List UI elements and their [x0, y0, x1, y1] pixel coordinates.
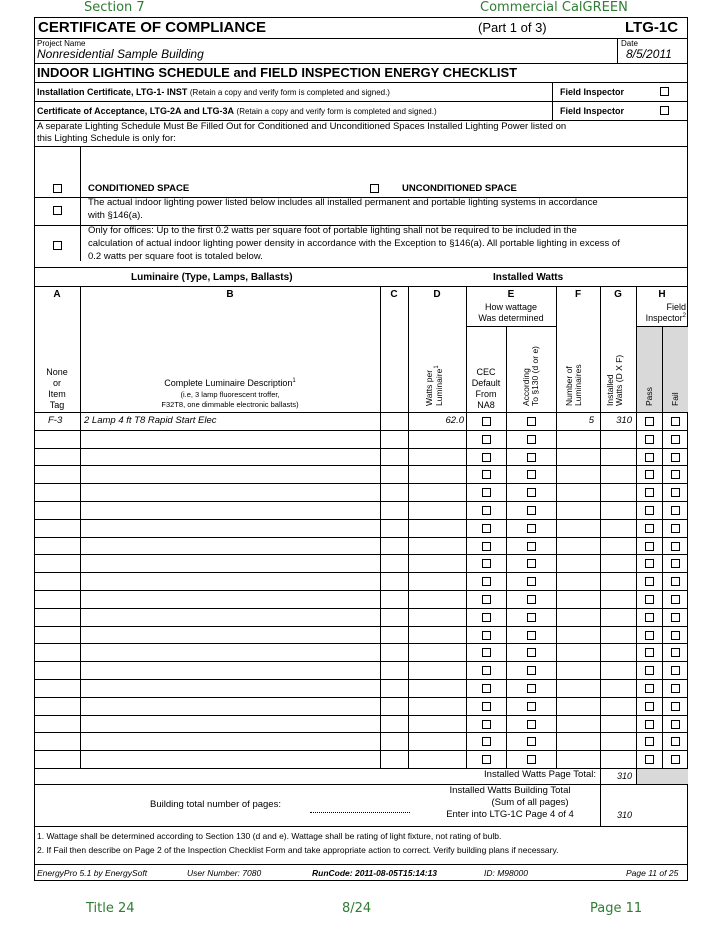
fail-checkbox[interactable]	[671, 595, 680, 604]
row1-watts: 62.0	[445, 415, 464, 426]
according-checkbox[interactable]	[527, 702, 536, 711]
option2-line-2: with §146(a).	[88, 210, 143, 221]
according-checkbox[interactable]	[527, 666, 536, 675]
unconditioned-checkbox[interactable]	[370, 184, 379, 193]
cec-checkbox[interactable]	[482, 559, 491, 568]
pass-checkbox[interactable]	[645, 666, 654, 675]
pass-checkbox[interactable]	[645, 435, 654, 444]
pass-checkbox[interactable]	[645, 559, 654, 568]
software-page: Page 11 of 25	[626, 868, 679, 878]
according-checkbox[interactable]	[527, 559, 536, 568]
h-header-1: Field	[666, 302, 686, 312]
b-header-sub-2: F32T8, one dimmable electronic ballasts)	[161, 400, 299, 409]
fail-checkbox[interactable]	[671, 737, 680, 746]
pages-label: Building total number of pages:	[150, 799, 281, 810]
fail-checkbox[interactable]	[671, 720, 680, 729]
according-checkbox[interactable]	[527, 737, 536, 746]
pass-checkbox[interactable]	[645, 488, 654, 497]
according-checkbox[interactable]	[527, 755, 536, 764]
accept-cert-checkbox[interactable]	[660, 106, 669, 115]
software-id: ID: M98000	[484, 868, 528, 878]
program-label: Commercial CalGREEN	[480, 0, 628, 15]
pass-checkbox[interactable]	[645, 684, 654, 693]
project-name: Nonresidential Sample Building	[37, 47, 204, 61]
cec-checkbox[interactable]	[482, 470, 491, 479]
certificate-title: CERTIFICATE OF COMPLIANCE	[38, 19, 267, 36]
row1-count: 5	[588, 415, 594, 426]
col-c-letter: C	[390, 289, 398, 300]
building-total-value: 310	[617, 810, 633, 820]
cec-checkbox[interactable]	[482, 488, 491, 497]
software-name: EnergyPro 5.1 by EnergySoft	[37, 868, 148, 878]
fail-checkbox[interactable]	[671, 435, 680, 444]
cec-checkbox[interactable]	[482, 542, 491, 551]
conditioned-checkbox[interactable]	[53, 184, 62, 193]
according-checkbox[interactable]	[527, 542, 536, 551]
h-header-2: Inspector$^2$	[645, 313, 686, 323]
cec-checkbox[interactable]	[482, 435, 491, 444]
fail-checkbox[interactable]	[671, 613, 680, 622]
pass-checkbox[interactable]	[645, 613, 654, 622]
cec-checkbox[interactable]	[482, 506, 491, 515]
footnote-1: 1. Wattage shall be determined according to Section 130 (d and e). Wattage shall be rating of light fixture, not rating of bulb.	[37, 831, 502, 841]
fail-checkbox[interactable]	[671, 470, 680, 479]
pass-checkbox[interactable]	[645, 577, 654, 586]
option3-line-2: calculation of actual indoor lighting power density in accordance with the Exception to §146(a). All portable lighting in excess of	[88, 238, 620, 249]
cec-checkbox[interactable]	[482, 666, 491, 675]
pass-checkbox[interactable]	[645, 648, 654, 657]
fail-checkbox[interactable]	[671, 755, 680, 764]
fail-checkbox[interactable]	[671, 684, 680, 693]
run-code: RunCode: 2011-08-05T15:14:13	[312, 868, 438, 878]
cec-checkbox[interactable]	[482, 737, 491, 746]
option3-checkbox[interactable]	[53, 241, 62, 250]
cec-checkbox[interactable]	[482, 702, 491, 711]
pass-checkbox[interactable]	[645, 595, 654, 604]
pass-checkbox[interactable]	[645, 542, 654, 551]
according-checkbox[interactable]	[527, 648, 536, 657]
e-header-1: How wattage	[484, 302, 538, 312]
luminaire-group-header: Luminaire (Type, Lamps, Ballasts)	[131, 272, 293, 283]
pass-checkbox[interactable]	[645, 453, 654, 462]
fail-checkbox[interactable]	[671, 506, 680, 515]
field-inspector-label-1: Field Inspector	[560, 87, 625, 97]
col-f-letter: F	[574, 289, 582, 300]
fail-header: Fail	[670, 392, 680, 406]
according-header: According To §130 (d or e)	[521, 345, 541, 406]
install-cert: Installation Certificate, LTG-1- INST (Retain a copy and verify form is completed and signed.)	[37, 87, 390, 97]
row1-description: 2 Lamp 4 ft T8 Rapid Start Elec	[84, 415, 217, 426]
pass-checkbox[interactable]	[645, 720, 654, 729]
cec-checkbox[interactable]	[482, 684, 491, 693]
fail-checkbox[interactable]	[671, 524, 680, 533]
footer-center: 8/24	[342, 901, 372, 916]
according-checkbox[interactable]	[527, 577, 536, 586]
according-checkbox[interactable]	[527, 435, 536, 444]
fail-checkbox[interactable]	[671, 488, 680, 497]
footer-right: Page 11	[590, 901, 643, 916]
user-number: User Number: 7080	[187, 868, 262, 878]
according-checkbox[interactable]	[527, 631, 536, 640]
form-id: LTG-1C	[625, 19, 679, 36]
cec-checkbox[interactable]	[482, 577, 491, 586]
field-inspector-label-2: Field Inspector	[560, 106, 625, 116]
page-total-value: 310	[617, 771, 633, 781]
according-checkbox[interactable]	[527, 684, 536, 693]
cec-checkbox[interactable]	[482, 595, 491, 604]
fail-checkbox[interactable]	[671, 702, 680, 711]
building-total-label: Installed Watts Building Total (Sum of all pages) Enter into LTG-1C Page 4 of 4	[446, 785, 574, 820]
according-checkbox[interactable]	[527, 613, 536, 622]
part-label: (Part 1 of 3)	[478, 20, 547, 35]
option2-line-1: The actual indoor lighting power listed below includes all installed permanent and portable lighting systems in accordance	[88, 197, 598, 208]
pass-checkbox[interactable]	[645, 631, 654, 640]
option3-line-3: 0.2 watts per square foot is totaled below.	[88, 251, 263, 262]
d-header: Watts per Luminaire$^1$	[424, 365, 445, 406]
fail-checkbox[interactable]	[671, 666, 680, 675]
according-checkbox[interactable]	[527, 470, 536, 479]
cec-checkbox[interactable]	[482, 524, 491, 533]
according-checkbox[interactable]	[527, 453, 536, 462]
cec-header: CEC Default From NA8	[471, 367, 501, 410]
a-header: None or Item Tag	[46, 367, 68, 410]
notice-line-2: this Lighting Schedule is only for:	[37, 133, 176, 144]
col-h-letter: H	[658, 289, 666, 300]
col-a-letter: A	[53, 289, 61, 300]
fail-checkbox[interactable]	[671, 631, 680, 640]
date-label: Date	[621, 39, 638, 48]
cec-checkbox[interactable]	[482, 720, 491, 729]
footnote-2: 2. If Fail then describe on Page 2 of the Inspection Checklist Form and take appropriate action to correct. Verify building plans if necessary.	[37, 845, 559, 855]
footer-left: Title 24	[86, 901, 135, 916]
fail-checkbox[interactable]	[671, 542, 680, 551]
according-checkbox[interactable]	[527, 488, 536, 497]
fail-checkbox[interactable]	[671, 417, 680, 426]
option2-checkbox[interactable]	[53, 206, 62, 215]
according-checkbox[interactable]	[527, 720, 536, 729]
option3-line-1: Only for offices: Up to the first 0.2 watts per square foot of portable lighting shall not be required to be included in the	[88, 225, 577, 236]
e-header-2: Was determined	[478, 313, 544, 323]
installed-group-header: Installed Watts	[493, 272, 564, 283]
fail-checkbox[interactable]	[671, 648, 680, 657]
pass-checkbox[interactable]	[645, 702, 654, 711]
g-header: Installed Watts (D X F)	[605, 354, 625, 406]
install-cert-checkbox[interactable]	[660, 87, 669, 96]
pass-checkbox[interactable]	[645, 506, 654, 515]
row1-tag: F-3	[48, 415, 63, 426]
pass-checkbox[interactable]	[645, 755, 654, 764]
date-value: 8/5/2011	[626, 47, 672, 61]
pass-checkbox[interactable]	[645, 737, 654, 746]
page-total-label: Installed Watts Page Total:	[484, 769, 596, 780]
pass-checkbox[interactable]	[645, 470, 654, 479]
according-checkbox[interactable]	[527, 524, 536, 533]
section-label: Section 7	[84, 0, 145, 15]
pass-checkbox[interactable]	[645, 524, 654, 533]
conditioned-label: CONDITIONED SPACE	[88, 183, 190, 194]
cec-checkbox[interactable]	[482, 755, 491, 764]
cec-checkbox[interactable]	[482, 631, 491, 640]
pass-checkbox[interactable]	[645, 417, 654, 426]
accept-cert: Certificate of Acceptance, LTG-2A and LTG-3A (Retain a copy and verify form is completed and signed.)	[37, 106, 437, 116]
col-b-letter: B	[226, 289, 234, 300]
cec-checkbox[interactable]	[482, 453, 491, 462]
row1-installed: 310	[616, 415, 632, 426]
project-name-label: Project Name	[37, 39, 86, 48]
cec-checkbox[interactable]	[482, 648, 491, 657]
according-checkbox[interactable]	[527, 417, 536, 426]
col-d-letter: D	[433, 289, 441, 300]
b-header-main: Complete Luminaire Description$^1$	[164, 378, 296, 388]
fail-checkbox[interactable]	[671, 559, 680, 568]
according-checkbox[interactable]	[527, 595, 536, 604]
f-header: Number of Luminaires	[564, 364, 584, 406]
col-e-letter: E	[507, 289, 515, 300]
unconditioned-label: UNCONDITIONED SPACE	[402, 183, 517, 194]
cec-checkbox[interactable]	[482, 417, 491, 426]
fail-checkbox[interactable]	[671, 453, 680, 462]
col-g-letter: G	[614, 289, 622, 300]
notice-line-1: A separate Lighting Schedule Must Be Filled Out for Conditioned and Unconditioned Spaces Installed Lighting Power listed on	[37, 121, 567, 132]
pass-header: Pass	[644, 387, 654, 406]
according-checkbox[interactable]	[527, 506, 536, 515]
cec-checkbox[interactable]	[482, 613, 491, 622]
fail-checkbox[interactable]	[671, 577, 680, 586]
b-header-sub-1: (i.e, 3 lamp fluorescent troffer,	[180, 390, 280, 399]
schedule-title: INDOOR LIGHTING SCHEDULE and FIELD INSPECTION ENERGY CHECKLIST	[37, 65, 518, 80]
